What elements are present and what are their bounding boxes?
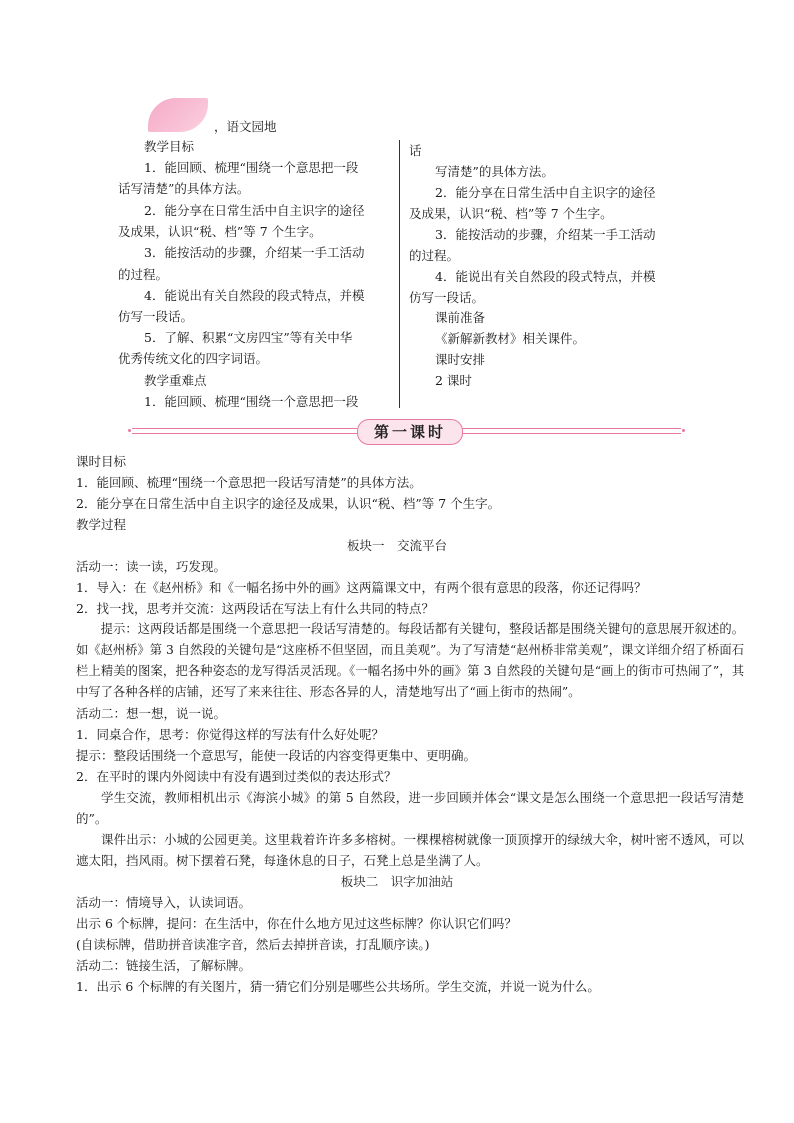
instruction-note: (自读标牌，借助拼音读准字音，然后去掉拼音读，打乱顺序读。) bbox=[76, 937, 430, 952]
banner-rule-right bbox=[461, 428, 681, 429]
question: 1．同桌合作，思考：你觉得这样的写法有什么好处呢？ bbox=[76, 727, 384, 742]
left-line: 的过程。 bbox=[118, 267, 169, 282]
right-line: 《新解新教材》相关课件。 bbox=[435, 331, 586, 346]
activity-title: 活动二：想一想，说一说。 bbox=[76, 706, 227, 721]
question: 2．在平时的课内外阅读中有没有遇到过类似的表达形式？ bbox=[76, 769, 397, 784]
left-line: 优秀传统文化的四字词语。 bbox=[118, 351, 269, 366]
right-line: 3．能按活动的步骤，介绍某一手工活动 bbox=[435, 227, 656, 242]
left-line: 及成果，认识“税、档”等 7 个生字。 bbox=[118, 224, 322, 239]
left-line: 教学重难点 bbox=[144, 373, 207, 388]
banner-dot-icon bbox=[682, 429, 685, 432]
column-divider bbox=[399, 140, 400, 408]
courseware-paragraph: 课件出示：小城的公园更美。这里栽着许许多多榕树。一棵棵榕树就像一顶顶撑开的绿绒大伞，树叶密不透风，可以遮太阳，挡风雨。树下摆着石凳，每逢休息的日子，石凳上总是坐满了人。 bbox=[76, 832, 744, 868]
question: 1．出示 6 个标牌的有关图片，猜一猜它们分别是哪些公共场所。学生交流，并说一说为什么。 bbox=[76, 979, 600, 994]
process-title: 教学过程 bbox=[76, 517, 127, 532]
right-line: 课时安排 bbox=[435, 352, 486, 367]
banner-rule-left bbox=[132, 428, 357, 429]
right-line: 仿写一段话。 bbox=[409, 290, 485, 305]
left-line: 仿写一段话。 bbox=[118, 309, 194, 324]
block-heading: 板块二 识字加油站 bbox=[340, 874, 454, 889]
left-line: 教学目标 bbox=[144, 139, 195, 154]
left-line: 话写清楚”的具体方法。 bbox=[118, 181, 250, 196]
left-line: 1．能回顾、梳理“围绕一个意思把一段 bbox=[144, 160, 359, 175]
hint-text: 提示：整段话围绕一个意思写，能使一段话的内容变得更集中、更明确。 bbox=[76, 748, 477, 763]
activity-title: 活动二：链接生活，了解标牌。 bbox=[76, 958, 252, 973]
section-title: ，语文园地 bbox=[214, 119, 277, 134]
right-line: 2 课时 bbox=[435, 373, 472, 388]
banner-rule-right bbox=[461, 433, 681, 434]
question: 1．导入：在《赵州桥》和《一幅名扬中外的画》这两篇课文中，有两个很有意思的段落，你还记得吗？ bbox=[76, 580, 647, 595]
right-line: 写清楚”的具体方法。 bbox=[435, 164, 554, 179]
activity-title: 活动一：情境导入，认读词语。 bbox=[76, 895, 252, 910]
right-line: 及成果，认识“税、档”等 7 个生字。 bbox=[409, 206, 613, 221]
block-heading: 板块一 交流平台 bbox=[346, 538, 447, 553]
left-line: 3．能按活动的步骤，介绍某一手工活动 bbox=[144, 245, 365, 260]
right-line: 课前准备 bbox=[435, 310, 486, 325]
section-decoration-icon bbox=[148, 98, 208, 132]
banner-dot-icon bbox=[128, 429, 131, 432]
banner-rule-left bbox=[132, 433, 357, 434]
right-line: 的过程。 bbox=[409, 248, 460, 263]
left-line: 2．能分享在日常生活中自主识字的途径 bbox=[144, 203, 365, 218]
exchange-paragraph: 学生交流，教师相机出示《海滨小城》的第 5 自然段，进一步回顾并体会“课文是怎么围绕一个意思把一段话写清楚的”。 bbox=[76, 790, 744, 826]
hint-paragraph: 提示：这两段话都是围绕一个意思把一段话写清楚的。每段话都有关键句，整段话都是围绕关键句的意思展开叙述的。如《赵州桥》第 3 自然段的关键句是“这座桥不但坚固，而且美观”。为了写清楚“赵州桥非常美观”，课文详细介绍了桥面石栏上精美的图案，把各种姿态的龙写得活灵活现。《一幅名扬中外的画》第 3 自然段的关键句是“画上的街市可热闹了”，其中写了各种各样的店铺，还写了来来往往、形态各异的人，清楚地写出了“画上街市的热闹”。 bbox=[76, 622, 744, 699]
left-line: 5．了解、积累“文房四宝”等有关中华 bbox=[144, 330, 353, 345]
objective-item: 2．能分享在日常生活中自主识字的途径及成果，认识“税、档”等 7 个生字。 bbox=[76, 496, 501, 511]
left-line: 1．能回顾、梳理“围绕一个意思把一段 bbox=[144, 394, 359, 409]
right-line: 话 bbox=[409, 143, 422, 158]
banner-label: 第一课时 bbox=[357, 419, 463, 445]
instruction: 出示 6 个标牌，提问：在生活中，你在什么地方见过这些标牌？你认识它们吗？ bbox=[76, 916, 517, 931]
question: 2．找一找，思考并交流：这两段话在写法上有什么共同的特点？ bbox=[76, 601, 434, 616]
objective-item: 1．能回顾、梳理“围绕一个意思把一段话写清楚”的具体方法。 bbox=[76, 475, 422, 490]
objectives-title: 课时目标 bbox=[76, 454, 127, 469]
right-line: 2．能分享在日常生活中自主识字的途径 bbox=[435, 185, 656, 200]
left-line: 4．能说出有关自然段的段式特点，并模 bbox=[144, 288, 365, 303]
activity-title: 活动一：读一读，巧发现。 bbox=[76, 559, 227, 574]
right-line: 4．能说出有关自然段的段式特点，并模 bbox=[435, 269, 656, 284]
